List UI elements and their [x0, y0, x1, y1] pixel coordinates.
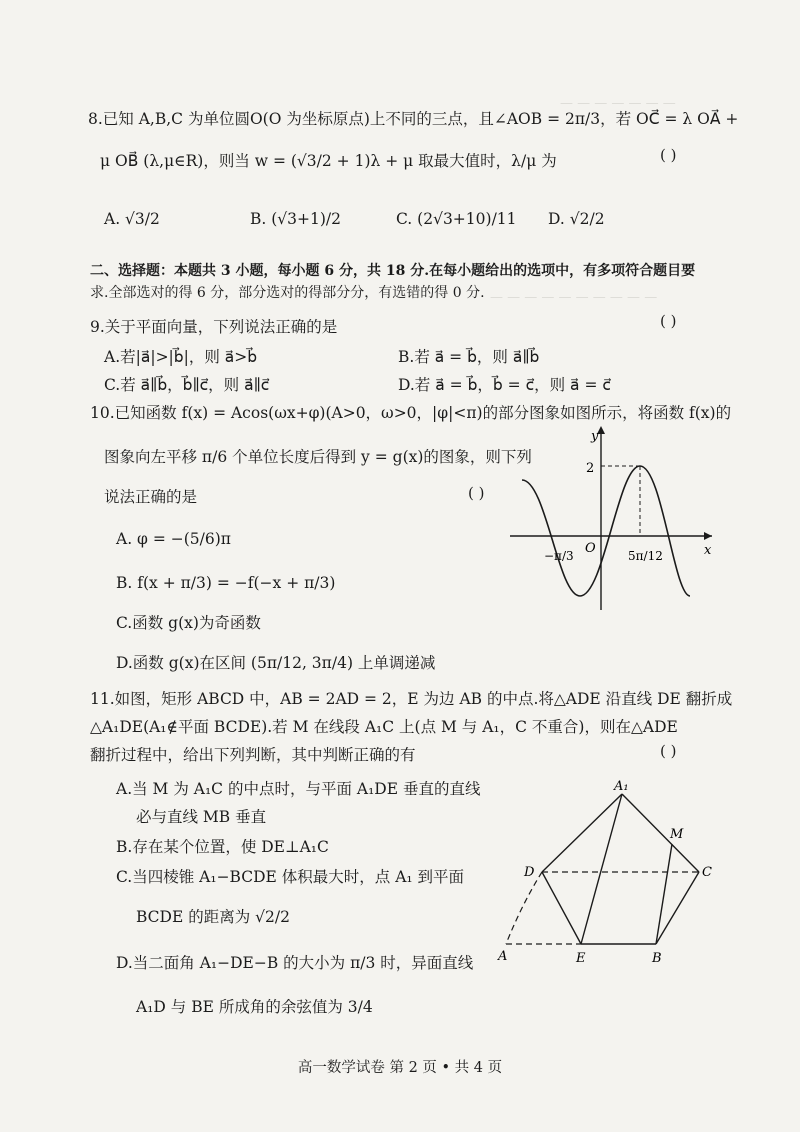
arc-AD-dashed: [506, 872, 542, 944]
q8-stem-line1: 8.已知 A,B,C 为单位圆O(O 为坐标原点)上不同的三点，且∠AOB = 2π/3，若 OC⃗ = λ OA⃗ +: [88, 110, 739, 128]
q8-option-b: B. (√3+1)/2: [250, 210, 342, 228]
q11-option-a-line1: A.当 M 为 A₁C 的中点时，与平面 A₁DE 垂直的直线: [116, 780, 481, 798]
vertex-label-A1: A₁: [614, 779, 629, 794]
vertex-label-E: E: [576, 951, 586, 966]
q9-option-b: B.若 a⃗ = b⃗，则 a⃗∥b⃗: [398, 348, 540, 366]
q10-stem-line3: 说法正确的是: [104, 488, 198, 506]
q8-option-a: A. √3/2: [104, 210, 160, 228]
q10-option-a: A. φ = −(5/6)π: [116, 530, 231, 548]
segment-A1C: [622, 794, 699, 872]
q11-option-b: B.存在某个位置，使 DE⊥A₁C: [116, 838, 329, 856]
vertex-label-D: D: [524, 865, 535, 880]
q10-option-c: C.函数 g(x)为奇函数: [116, 614, 261, 632]
q10-option-d: D.函数 g(x)在区间 (5π/12, 3π/4) 上单调递减: [116, 654, 436, 672]
vertex-label-A: A: [498, 949, 508, 964]
q9-option-c: C.若 a⃗∥b⃗，b⃗∥c⃗，则 a⃗∥c⃗: [104, 376, 270, 394]
max-point-tick-label: 5π/12: [628, 549, 663, 563]
q9-answer-paren: ( ): [660, 312, 677, 330]
point-label-M: M: [670, 827, 684, 842]
q11-stem-line3: 翻折过程中，给出下列判断，其中判断正确的有: [90, 746, 416, 764]
bleed-through-text: — — — — — — — — — —: [490, 290, 658, 305]
q10-cosine-graph: [500, 418, 720, 614]
q10-answer-paren: ( ): [468, 484, 485, 502]
y-axis-label: y: [591, 429, 599, 444]
q9-stem: 9.关于平面向量，下列说法正确的是: [90, 318, 338, 336]
bleed-through-text: — — — — — — —: [560, 96, 676, 111]
section2-heading-line2: 求.全部选对的得 6 分，部分选对的得部分分，有选错的得 0 分.: [90, 285, 485, 301]
q11-stem-line2: △A₁DE(A₁∉平面 BCDE).若 M 在线段 A₁C 上(点 M 与 A₁，C 不重合)，则在△ADE: [90, 718, 678, 736]
segment-DE: [542, 872, 581, 944]
q11-option-a-line2: 必与直线 MB 垂直: [136, 808, 267, 826]
origin-label: O: [585, 541, 596, 556]
q11-option-c-line1: C.当四棱锥 A₁−BCDE 体积最大时，点 A₁ 到平面: [116, 868, 465, 886]
max-value-label: 2: [586, 461, 595, 476]
q11-option-d-line1: D.当二面角 A₁−DE−B 的大小为 π/3 时，异面直线: [116, 954, 474, 972]
q11-answer-paren: ( ): [660, 742, 677, 760]
cosine-curve: [522, 466, 690, 596]
q10-stem-line2: 图象向左平移 π/6 个单位长度后得到 y = g(x)的图象，则下列: [104, 448, 532, 466]
q11-option-d-line2: A₁D 与 BE 所成角的余弦值为 3/4: [136, 998, 373, 1016]
q8-option-d: D. √2/2: [548, 210, 605, 228]
x-axis-arrow: [704, 532, 712, 540]
q10-option-b: B. f(x + π/3) = −f(−x + π/3): [116, 574, 336, 592]
section2-heading-line1: 二、选择题：本题共 3 小题，每小题 6 分，共 18 分.在每小题给出的选项中，有多项符合题目要: [90, 263, 696, 279]
page-footer: 高一数学试卷 第 2 页 • 共 4 页: [297, 1060, 503, 1076]
q8-stem-line2: μ OB⃗ (λ,μ∈R)，则当 w = (√3/2 + 1)λ + μ 取最大值时，λ/μ 为: [100, 152, 557, 170]
q11-stem-line1: 11.如图，矩形 ABCD 中，AB = 2AD = 2，E 为边 AB 的中点.将△ADE 沿直线 DE 翻折成: [90, 690, 733, 708]
vertex-label-B: B: [652, 951, 662, 966]
vertex-label-C: C: [702, 865, 712, 880]
q8-option-c: C. (2√3+10)/11: [396, 210, 517, 228]
q9-option-d: D.若 a⃗ = b⃗，b⃗ = c⃗，则 a⃗ = c⃗: [398, 376, 611, 394]
segment-A1E: [581, 794, 622, 944]
q10-stem-line1: 10.已知函数 f(x) = Acos(ωx+φ)(A>0，ω>0，|φ|<π)的部分图象如图所示，将函数 f(x)的: [90, 404, 732, 422]
segment-MB: [656, 844, 672, 944]
q9-option-a: A.若|a⃗|>|b⃗|，则 a⃗>b⃗: [104, 348, 258, 366]
q11-option-c-line2: BCDE 的距离为 √2/2: [136, 908, 290, 926]
x-axis-label: x: [704, 543, 712, 558]
q11-fold-figure: [494, 776, 724, 972]
q8-answer-paren: ( ): [660, 146, 677, 164]
left-zero-tick-label: −π/3: [544, 549, 574, 563]
segment-A1D: [542, 794, 622, 872]
